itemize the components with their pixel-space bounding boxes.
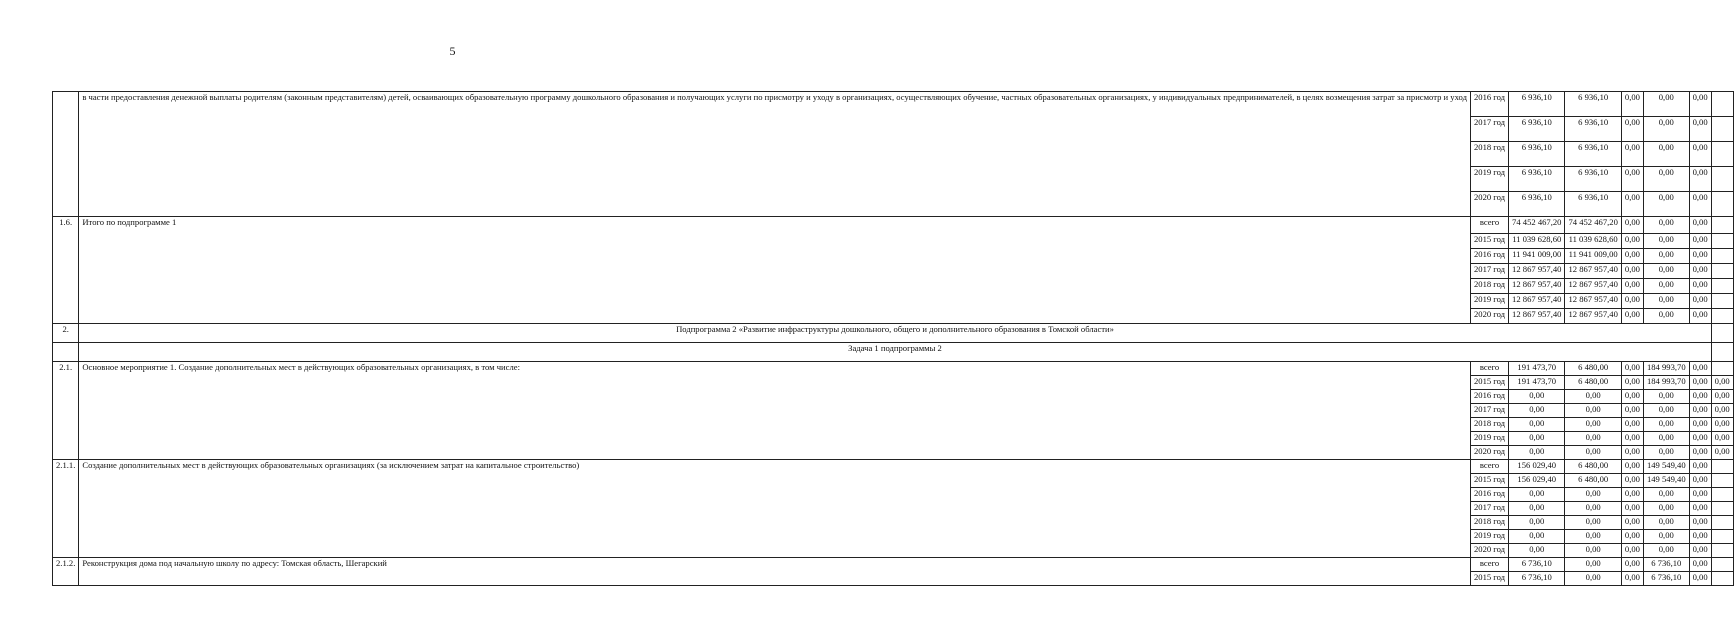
value-cell: 0,00 [1643, 92, 1689, 117]
value-cell: 0,00 [1643, 249, 1689, 264]
value-cell: 0,00 [1621, 217, 1643, 234]
value-cell: 0,00 [1689, 502, 1711, 516]
value-cell [1711, 117, 1733, 142]
value-cell: 0,00 [1689, 142, 1711, 167]
value-cell: 0,00 [1621, 530, 1643, 544]
value-cell: 0,00 [1621, 516, 1643, 530]
value-cell: 0,00 [1689, 460, 1711, 474]
value-cell [1711, 558, 1733, 572]
value-cell [1711, 234, 1733, 249]
value-cell [1711, 217, 1733, 234]
value-cell: 0,00 [1565, 432, 1621, 446]
value-cell: 0,00 [1643, 217, 1689, 234]
value-cell: 0,00 [1711, 390, 1733, 404]
budget-table [52, 91, 1734, 586]
value-cell: 12 867 957,40 [1565, 264, 1621, 279]
value-cell: 0,00 [1621, 460, 1643, 474]
value-cell: 156 029,40 [1509, 474, 1565, 488]
value-cell: 12 867 957,40 [1509, 279, 1565, 294]
value-cell: 74 452 467,20 [1565, 217, 1621, 234]
value-cell: 0,00 [1565, 558, 1621, 572]
value-cell: 6 736,10 [1643, 558, 1689, 572]
value-cell: 6 480,00 [1565, 460, 1621, 474]
value-cell: 0,00 [1689, 488, 1711, 502]
value-cell: 6 736,10 [1509, 558, 1565, 572]
value-cell: 0,00 [1509, 418, 1565, 432]
value-cell: 0,00 [1643, 167, 1689, 192]
value-cell: 0,00 [1621, 404, 1643, 418]
value-cell: 0,00 [1643, 279, 1689, 294]
task-title: Задача 1 подпрограммы 2 [79, 343, 1711, 362]
period-cell: 2019 год [1470, 294, 1508, 309]
row-description: Итого по подпрограмме 1 [79, 217, 1471, 324]
value-cell: 0,00 [1509, 516, 1565, 530]
period-cell: 2015 год [1470, 474, 1508, 488]
value-cell: 0,00 [1689, 264, 1711, 279]
value-cell: 0,00 [1643, 390, 1689, 404]
value-cell: 0,00 [1643, 117, 1689, 142]
value-cell [1711, 544, 1733, 558]
empty-cell [1711, 343, 1733, 362]
value-cell [1711, 279, 1733, 294]
value-cell: 0,00 [1689, 390, 1711, 404]
value-cell: 0,00 [1643, 142, 1689, 167]
value-cell: 12 867 957,40 [1565, 309, 1621, 324]
value-cell: 0,00 [1643, 264, 1689, 279]
period-cell: 2017 год [1470, 502, 1508, 516]
value-cell: 0,00 [1509, 390, 1565, 404]
value-cell [1711, 488, 1733, 502]
value-cell: 0,00 [1689, 376, 1711, 390]
value-cell: 0,00 [1711, 446, 1733, 460]
value-cell: 6 736,10 [1643, 572, 1689, 586]
value-cell: 0,00 [1565, 530, 1621, 544]
value-cell: 0,00 [1621, 544, 1643, 558]
value-cell: 12 867 957,40 [1565, 279, 1621, 294]
value-cell: 0,00 [1621, 167, 1643, 192]
value-cell: 0,00 [1565, 418, 1621, 432]
value-cell: 149 549,40 [1643, 474, 1689, 488]
table-row [53, 460, 1734, 474]
value-cell: 12 867 957,40 [1509, 309, 1565, 324]
value-cell: 0,00 [1621, 264, 1643, 279]
value-cell: 0,00 [1689, 572, 1711, 586]
value-cell: 0,00 [1643, 404, 1689, 418]
value-cell: 0,00 [1621, 432, 1643, 446]
value-cell: 0,00 [1689, 92, 1711, 117]
value-cell: 11 039 628,60 [1565, 234, 1621, 249]
value-cell [1711, 502, 1733, 516]
value-cell: 0,00 [1621, 92, 1643, 117]
value-cell: 0,00 [1621, 362, 1643, 376]
value-cell: 191 473,70 [1509, 376, 1565, 390]
value-cell: 6 936,10 [1565, 142, 1621, 167]
period-cell: 2016 год [1470, 249, 1508, 264]
value-cell: 0,00 [1689, 432, 1711, 446]
value-cell: 0,00 [1565, 502, 1621, 516]
row-number: 2.1. [53, 362, 79, 460]
row-description: в части предоставления денежной выплаты родителям (законным представителям) детей, осваивающих образовательную программу дошкольного образования и получающих услуги по присмотру и уходу в организациях, осуществляющих обучение, частных образовательных организациях, у индивидуальных предпринимателей, в целях возмещения затрат за присмотр и уход [79, 92, 1471, 217]
value-cell: 6 936,10 [1509, 92, 1565, 117]
value-cell: 0,00 [1621, 502, 1643, 516]
value-cell: 0,00 [1711, 432, 1733, 446]
value-cell: 0,00 [1621, 418, 1643, 432]
value-cell: 0,00 [1621, 446, 1643, 460]
period-cell: 2020 год [1470, 544, 1508, 558]
value-cell: 0,00 [1689, 446, 1711, 460]
value-cell: 0,00 [1643, 234, 1689, 249]
value-cell: 11 941 009,00 [1509, 249, 1565, 264]
value-cell [1711, 362, 1733, 376]
value-cell: 0,00 [1643, 418, 1689, 432]
value-cell: 0,00 [1711, 404, 1733, 418]
value-cell [1711, 294, 1733, 309]
value-cell: 0,00 [1621, 572, 1643, 586]
row-number: 1.6. [53, 217, 79, 324]
value-cell: 0,00 [1509, 446, 1565, 460]
period-cell: 2018 год [1470, 516, 1508, 530]
period-cell: 2020 год [1470, 446, 1508, 460]
value-cell: 0,00 [1621, 376, 1643, 390]
value-cell: 0,00 [1621, 142, 1643, 167]
value-cell: 0,00 [1621, 309, 1643, 324]
period-cell: 2015 год [1470, 376, 1508, 390]
value-cell: 0,00 [1565, 446, 1621, 460]
period-cell: 2015 год [1470, 234, 1508, 249]
value-cell: 0,00 [1509, 488, 1565, 502]
value-cell: 6 736,10 [1509, 572, 1565, 586]
row-description: Реконструкция дома под начальную школу по адресу: Томская область, Шегарский [79, 558, 1471, 586]
value-cell [1711, 92, 1733, 117]
value-cell: 0,00 [1509, 502, 1565, 516]
value-cell: 0,00 [1643, 502, 1689, 516]
value-cell: 0,00 [1689, 279, 1711, 294]
value-cell [1711, 530, 1733, 544]
row-description: Создание дополнительных мест в действующих образовательных организациях (за исключением затрат на капитальное строительство) [79, 460, 1471, 558]
value-cell [1711, 516, 1733, 530]
period-cell: 2016 год [1470, 92, 1508, 117]
table-row [53, 217, 1734, 234]
value-cell [1711, 460, 1733, 474]
page-number: 5 [449, 44, 456, 58]
value-cell: 0,00 [1509, 530, 1565, 544]
value-cell: 0,00 [1621, 474, 1643, 488]
row-number: 2.1.2. [53, 558, 79, 586]
period-cell: всего [1470, 362, 1508, 376]
value-cell: 0,00 [1621, 192, 1643, 217]
value-cell: 149 549,40 [1643, 460, 1689, 474]
value-cell: 0,00 [1621, 558, 1643, 572]
value-cell: 6 480,00 [1565, 376, 1621, 390]
value-cell: 0,00 [1689, 404, 1711, 418]
value-cell: 6 936,10 [1509, 192, 1565, 217]
value-cell: 74 452 467,20 [1509, 217, 1565, 234]
value-cell: 0,00 [1643, 432, 1689, 446]
period-cell: всего [1470, 217, 1508, 234]
value-cell: 0,00 [1565, 544, 1621, 558]
value-cell: 0,00 [1689, 217, 1711, 234]
value-cell: 0,00 [1689, 544, 1711, 558]
value-cell: 0,00 [1689, 474, 1711, 488]
period-cell: 2018 год [1470, 279, 1508, 294]
value-cell: 6 936,10 [1565, 192, 1621, 217]
subprogram-row [53, 324, 1734, 343]
value-cell: 12 867 957,40 [1565, 294, 1621, 309]
value-cell: 0,00 [1643, 488, 1689, 502]
value-cell: 0,00 [1565, 404, 1621, 418]
subprogram-title: Подпрограмма 2 «Развитие инфраструктуры дошкольного, общего и дополнительного образования в Томской области» [79, 324, 1711, 343]
value-cell: 0,00 [1689, 362, 1711, 376]
row-number [53, 92, 79, 217]
value-cell: 0,00 [1621, 488, 1643, 502]
empty-cell [1711, 324, 1733, 343]
value-cell: 0,00 [1621, 234, 1643, 249]
period-cell: 2020 год [1470, 192, 1508, 217]
period-cell: всего [1470, 558, 1508, 572]
empty-cell [53, 343, 79, 362]
table-row [53, 362, 1734, 376]
value-cell: 0,00 [1689, 530, 1711, 544]
value-cell: 0,00 [1565, 572, 1621, 586]
value-cell [1711, 249, 1733, 264]
row-description: Основное мероприятие 1. Создание дополнительных мест в действующих образовательных организациях, в том числе: [79, 362, 1471, 460]
value-cell: 0,00 [1643, 309, 1689, 324]
value-cell: 6 936,10 [1565, 117, 1621, 142]
table-row [53, 92, 1734, 117]
value-cell: 0,00 [1621, 390, 1643, 404]
value-cell: 6 936,10 [1509, 117, 1565, 142]
period-cell: 2018 год [1470, 418, 1508, 432]
value-cell: 0,00 [1711, 418, 1733, 432]
value-cell: 6 936,10 [1509, 167, 1565, 192]
value-cell: 12 867 957,40 [1509, 294, 1565, 309]
value-cell: 0,00 [1689, 234, 1711, 249]
value-cell: 0,00 [1643, 530, 1689, 544]
value-cell: 11 039 628,60 [1509, 234, 1565, 249]
value-cell: 0,00 [1689, 418, 1711, 432]
value-cell: 184 993,70 [1643, 362, 1689, 376]
value-cell [1711, 474, 1733, 488]
value-cell [1711, 572, 1733, 586]
period-cell: 2019 год [1470, 530, 1508, 544]
period-cell: 2017 год [1470, 117, 1508, 142]
value-cell: 191 473,70 [1509, 362, 1565, 376]
value-cell: 0,00 [1689, 192, 1711, 217]
period-cell: 2017 год [1470, 264, 1508, 279]
value-cell: 6 480,00 [1565, 362, 1621, 376]
value-cell: 0,00 [1565, 390, 1621, 404]
value-cell: 11 941 009,00 [1565, 249, 1621, 264]
value-cell: 0,00 [1509, 432, 1565, 446]
value-cell: 0,00 [1621, 117, 1643, 142]
period-cell: всего [1470, 460, 1508, 474]
value-cell: 0,00 [1689, 249, 1711, 264]
value-cell: 0,00 [1689, 294, 1711, 309]
period-cell: 2019 год [1470, 432, 1508, 446]
value-cell: 0,00 [1643, 446, 1689, 460]
value-cell: 0,00 [1565, 516, 1621, 530]
value-cell: 0,00 [1643, 192, 1689, 217]
value-cell: 184 993,70 [1643, 376, 1689, 390]
value-cell: 0,00 [1621, 249, 1643, 264]
period-cell: 2015 год [1470, 572, 1508, 586]
subprogram-number: 2. [53, 324, 79, 343]
value-cell: 0,00 [1509, 404, 1565, 418]
value-cell: 0,00 [1643, 516, 1689, 530]
value-cell: 0,00 [1689, 309, 1711, 324]
period-cell: 2016 год [1470, 488, 1508, 502]
value-cell: 0,00 [1509, 544, 1565, 558]
value-cell: 0,00 [1689, 167, 1711, 192]
value-cell: 0,00 [1621, 294, 1643, 309]
period-cell: 2018 год [1470, 142, 1508, 167]
value-cell [1711, 192, 1733, 217]
value-cell: 0,00 [1689, 558, 1711, 572]
period-cell: 2016 год [1470, 390, 1508, 404]
period-cell: 2019 год [1470, 167, 1508, 192]
value-cell: 0,00 [1689, 117, 1711, 142]
table-row [53, 558, 1734, 572]
value-cell: 0,00 [1621, 279, 1643, 294]
value-cell: 6 480,00 [1565, 474, 1621, 488]
value-cell [1711, 309, 1733, 324]
value-cell [1711, 142, 1733, 167]
period-cell: 2020 год [1470, 309, 1508, 324]
value-cell: 0,00 [1565, 488, 1621, 502]
value-cell: 0,00 [1689, 516, 1711, 530]
value-cell [1711, 264, 1733, 279]
period-cell: 2017 год [1470, 404, 1508, 418]
value-cell [1711, 167, 1733, 192]
value-cell: 0,00 [1643, 294, 1689, 309]
value-cell: 0,00 [1711, 376, 1733, 390]
value-cell: 6 936,10 [1565, 167, 1621, 192]
task-row [53, 343, 1734, 362]
value-cell: 12 867 957,40 [1509, 264, 1565, 279]
value-cell: 156 029,40 [1509, 460, 1565, 474]
row-number: 2.1.1. [53, 460, 79, 558]
value-cell: 6 936,10 [1565, 92, 1621, 117]
value-cell: 0,00 [1643, 544, 1689, 558]
value-cell: 6 936,10 [1509, 142, 1565, 167]
